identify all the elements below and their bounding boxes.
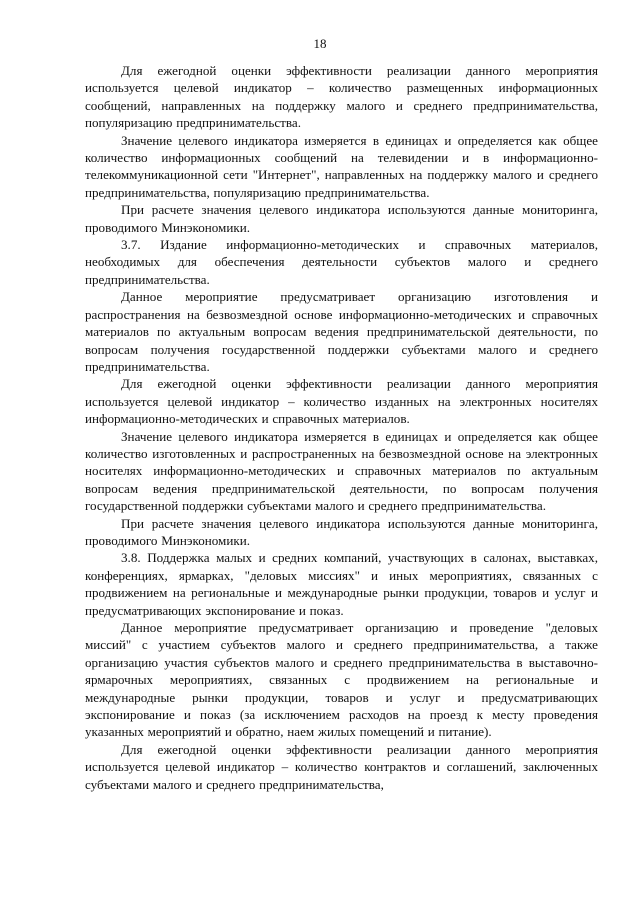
paragraph: Данное мероприятие предусматривает организацию изготовления и распространения на безвозмездной основе информационно-методических и справочных материалов по актуальным вопросам ведения предпринимательской деятельности, по вопросам получения государственной поддержки субъектами малого и среднего предпринимательства. (85, 289, 598, 374)
paragraph: Для ежегодной оценки эффективности реализации данного мероприятия используется целевой индикатор – количество контрактов и соглашений, заключенных субъектами малого и среднего предпринимательства, (85, 741, 598, 792)
paragraph: Значение целевого индикатора измеряется в единицах и определяется как общее количество изготовленных и распространенных на безвозмездной основе на электронных носителях информационно-методических и справочных материалов по актуальным вопросам ведения предпринимательской деятельности, по вопросам получения государственной поддержки субъектами малого и среднего предпринимательства. (85, 428, 598, 514)
paragraph: Для ежегодной оценки эффективности реализации данного мероприятия используется целевой индикатор – количество изданных на электронных носителях информационно-методических и справочных материалов. (85, 376, 598, 427)
page-number: 18 (313, 36, 327, 51)
section-heading-3-7: 3.7. Издание информационно-методических и справочных материалов, необходимых для обеспечения деятельности субъектов малого и среднего предпринимательства. (85, 237, 598, 287)
paragraph: Данное мероприятие предусматривает организацию и проведение "деловых миссий" с участием субъектов малого и среднего предпринимательства, а также организацию участия субъектов малого и среднего предпринимательства в выставочно-ярмарочных мероприятиях, связанных с продвижением на региональные и международные рынки продукции, товаров и услуг и предусматривающих экспонирование и показ (за исключением расходов на проезд к месту проведения указанных мероприятий и обратно, наем жилых помещений и питание). (85, 620, 598, 740)
paragraph: Значение целевого индикатора измеряется в единицах и определяется как общее количество информационных сообщений на телевидении и в информационно-телекоммуникационной сети "Интернет", направленных на поддержку малого и среднего предпринимательства, популяризацию предпринимательства. (85, 132, 598, 200)
paragraph: При расчете значения целевого индикатора используются данные мониторинга, проводимого Минэкономики. (85, 515, 598, 548)
paragraph: Для ежегодной оценки эффективности реализации данного мероприятия используется целевой индикатор – количество размещенных информационных сообщений, направленных на поддержку малого и среднего предпринимательства, популяризацию предпринимательства. (85, 63, 598, 131)
document-body (85, 62, 598, 793)
paragraph: При расчете значения целевого индикатора используются данные мониторинга, проводимого Минэкономики. (85, 202, 598, 235)
section-heading-3-8: 3.8. Поддержка малых и средних компаний, участвующих в салонах, выставках, конференциях, ярмарках, "деловых миссиях" и иных мероприятиях, связанных с продвижением на региональные и международные рынки продукции, товаров и услуг и предусматривающих экспонирование и показ. (85, 550, 598, 618)
